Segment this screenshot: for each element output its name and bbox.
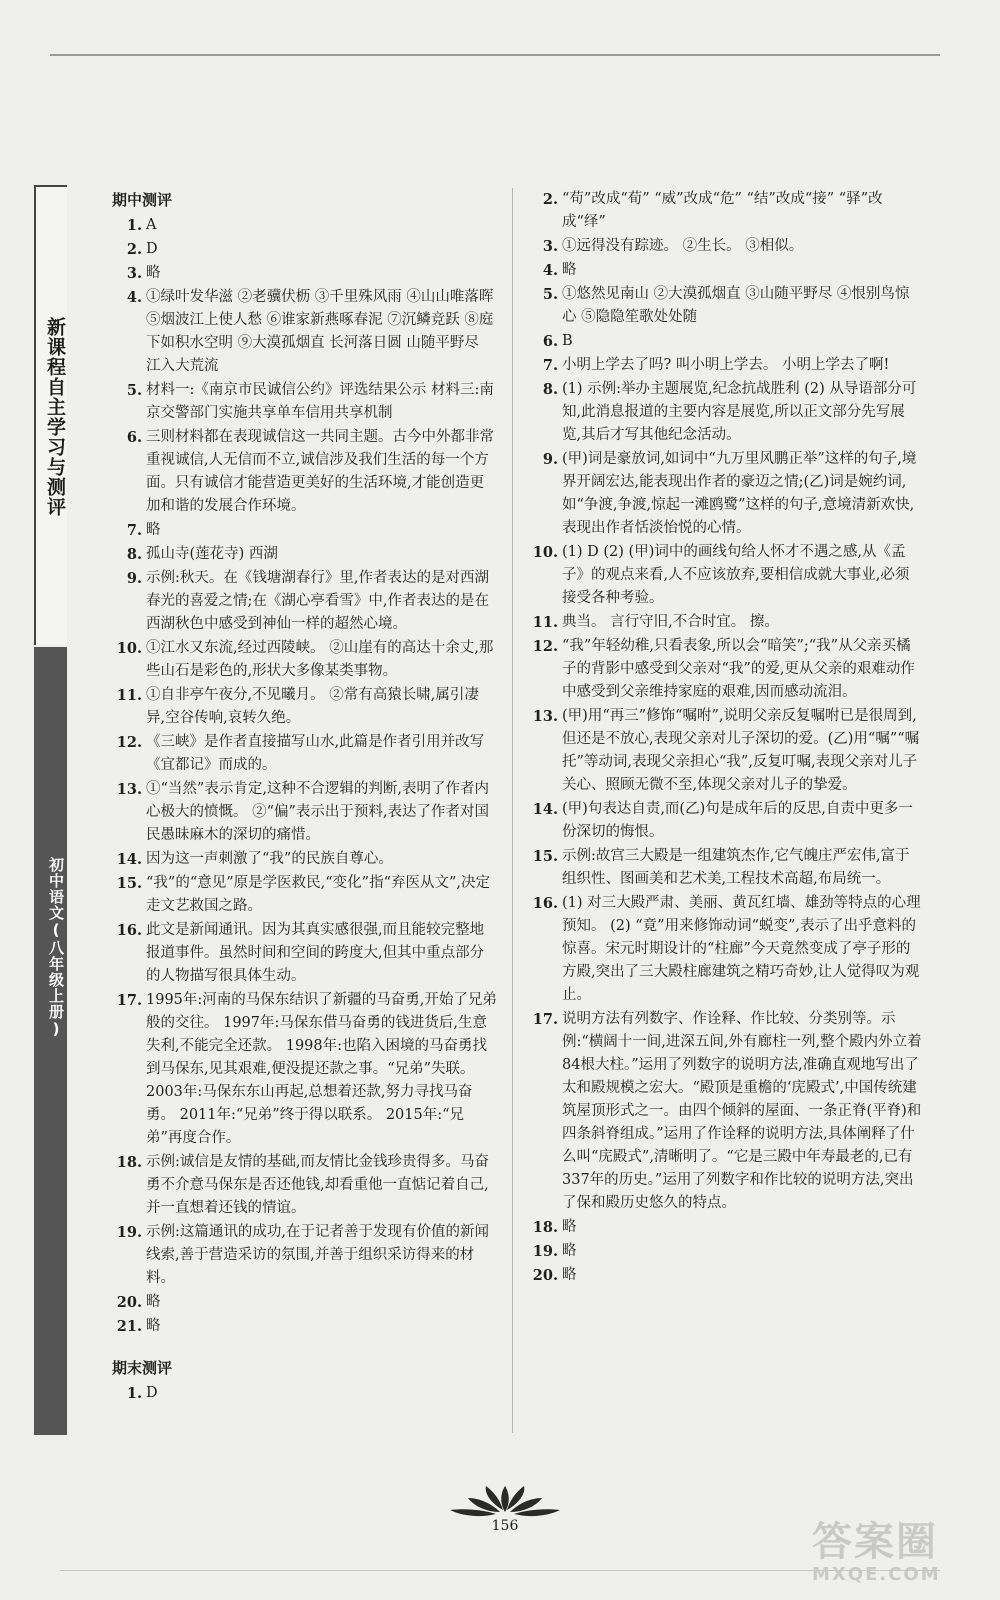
answer-text: ①“当然”表示肯定,这种不合逻辑的判断,表明了作者内心极大的愤慨。 ②“偏”表示出于预料,表达了作者对国民愚昧麻木的深切的痛惜。 (146, 781, 490, 843)
answer-number: 17 . (112, 989, 142, 1012)
answer-number: 20 . (112, 1291, 142, 1314)
answer-item (112, 567, 497, 636)
answer-number: 19 . (112, 1221, 142, 1244)
answer-text: 说明方法有列数字、作诠释、作比较、分类别等。示例:“横阔十一间,进深五间,外有廊柱一列,整个殿内外立着84根大柱。”运用了列数字的说明方法,准确直观地写出了太和殿规模之宏大。“殿顶是重檐的‘庑殿式’,中国传统建筑屋顶形式之一。由四个倾斜的屋面、一条正脊(平脊)和四条斜脊组成。”运用了作诠释的说明方法,具体阐释了什么叫“庑殿式”,清晰明了。“它是三殿中年寿最老的,已有337年的历史。”运用了列数字和作比较的说明方法,突出了保和殿历史悠久的特点。 (562, 1011, 922, 1211)
answer-text: 略 (562, 1219, 577, 1235)
answer-item (112, 262, 497, 285)
answer-text: 示例:诚信是友情的基础,而友情比金钱珍贵得多。马奋勇不介意马保东是否还他钱,却看重他一直惦记着自己,并一直想着还钱的情谊。 (146, 1154, 489, 1216)
answer-number: 6 . (528, 330, 558, 353)
answer-number: 1 . (112, 214, 142, 237)
watermark-logo-text: 答案圈 (812, 1519, 938, 1565)
answer-number: 21 . (112, 1315, 142, 1338)
answer-item (528, 541, 923, 610)
answer-item (112, 519, 497, 542)
answer-text: 此文是新闻通讯。因为其真实感很强,而且能较完整地报道事件。虽然时间和空间的跨度大,但其中重点部分的人物描写很具体生动。 (146, 922, 485, 984)
answer-number: 4 . (112, 286, 142, 309)
leaf-ornament-icon (440, 1480, 570, 1520)
answer-text: (1) 对三大殿严肃、美丽、黄瓦红墙、雄劲等特点的心理预知。 (2) “竟”用来修饰动词“蜕变”,表示了出乎意料的惊喜。宋元时期设计的“柱廊”今天竟然变成了亭子形的方殿,突出了三大殿柱廊建筑之精巧奇妙,让人觉得叹为观止。 (562, 895, 921, 1003)
answer-number: 4 . (528, 259, 558, 282)
answer-item (112, 286, 497, 378)
answer-text: ①绿叶发华滋 ②老骥伏枥 ③千里殊风雨 ④山山唯落晖 ⑤烟波江上使人愁 ⑥谁家新燕啄春泥 ⑦沉鳞竞跃 ⑧庭下如积水空明 ⑨大漠孤烟直 长河落日圆 山随平野尽 江入大荒流 (146, 289, 494, 374)
answer-item (112, 684, 497, 730)
answer-item (112, 214, 497, 237)
answer-number: 10 . (528, 541, 558, 564)
answer-item (112, 989, 497, 1150)
answer-item (528, 188, 923, 234)
answer-item (528, 1264, 923, 1287)
answer-item (112, 1315, 497, 1338)
answer-item (528, 1008, 923, 1215)
answer-text: 略 (146, 1294, 161, 1310)
answer-text: 材料一:《南京市民诚信公约》评选结果公示 材料三:南京交警部门实施共享单车信用共享机制 (146, 382, 494, 421)
answer-text: 示例:这篇通讯的成功,在于记者善于发现有价值的新闻线索,善于营造采访的氛围,并善于组织采访得来的材料。 (146, 1224, 489, 1286)
answer-number: 5 . (112, 379, 142, 402)
answer-item (112, 1291, 497, 1314)
answer-number: 1 . (112, 1382, 142, 1405)
answer-number: 18 . (112, 1151, 142, 1174)
answer-text: 略 (146, 1318, 161, 1334)
page-footer (440, 1480, 570, 1550)
section-title: 期末测评 (112, 1359, 173, 1377)
answer-item (528, 1216, 923, 1239)
answer-text: A (146, 217, 157, 233)
answer-text: B (562, 333, 573, 349)
answer-item (112, 731, 497, 777)
series-title: 新课程自主学习与测评 (44, 317, 66, 517)
answer-number: 12 . (112, 731, 142, 754)
answer-number: 9 . (528, 448, 558, 471)
sidebar-top-panel (34, 185, 67, 645)
answer-number: 17 . (528, 1008, 558, 1031)
answer-number: 5 . (528, 283, 558, 306)
answer-item (112, 919, 497, 988)
answer-text: 典当。 言行守旧,不合时宜。 擦。 (562, 614, 779, 630)
answer-item (528, 378, 923, 447)
answer-text: 因为这一声刺激了“我”的民族自尊心。 (146, 851, 393, 867)
answer-number: 2 . (528, 188, 558, 211)
answer-item (528, 845, 923, 891)
answer-number: 13 . (528, 705, 558, 728)
answer-item (528, 892, 923, 1007)
answer-text: ①自非亭午夜分,不见曦月。 ②常有高猿长啸,属引凄异,空谷传响,哀转久绝。 (146, 687, 479, 726)
answer-item (528, 259, 923, 282)
answer-item (528, 283, 923, 329)
bottom-rule (60, 1570, 940, 1571)
answer-item (528, 635, 923, 704)
answer-number: 15 . (528, 845, 558, 868)
answer-item (112, 778, 497, 847)
page-number: 156 (491, 1518, 519, 1534)
answer-text: ①江水又东流,经过西陵峡。 ②山崖有的高达十余丈,那些山石是彩色的,形状大多像某类事物。 (146, 640, 494, 679)
answer-item (112, 1382, 497, 1405)
answer-number: 3 . (528, 235, 558, 258)
answer-number: 2 . (112, 238, 142, 261)
left-column (112, 188, 497, 1406)
answer-number: 20 . (528, 1264, 558, 1287)
sidebar (34, 185, 67, 1435)
answer-number: 7 . (528, 354, 558, 377)
answer-item (112, 1151, 497, 1220)
answer-item (528, 330, 923, 353)
answer-number: 11 . (112, 684, 142, 707)
answer-item (528, 705, 923, 797)
answer-text: ①悠然见南山 ②大漠孤烟直 ③山随平野尽 ④恨别鸟惊心 ⑤隐隐笙歌处处随 (562, 286, 910, 325)
answer-item (528, 798, 923, 844)
answer-text: ①远得没有踪迹。 ②生长。 ③相似。 (562, 238, 804, 254)
answer-number: 16 . (528, 892, 558, 915)
answer-item (112, 637, 497, 683)
answer-text: 略 (562, 262, 577, 278)
answer-text: “苟”改成“荀” “威”改成“危” “结”改成“接” “驿”改成“绎” (562, 191, 883, 230)
answer-number: 14 . (112, 848, 142, 871)
answer-text: 略 (146, 522, 161, 538)
answer-text: (甲)词是豪放词,如词中“九万里风鹏正举”这样的句子,境界开阔宏达,能表现出作者的豪迈之情;(乙)词是婉约词,如“争渡,争渡,惊起一滩鸥鹭”这样的句子,意境清新欢快,表现出作者恬淡怡悦的心情。 (562, 451, 917, 536)
answer-text: 1995年:河南的马保东结识了新疆的马奋勇,开始了兄弟般的交往。 1997年:马保东借马奋勇的钱进货后,生意失利,不能完全还款。 1998年:也陷入困境的马奋勇找到马保东,见其艰难,便没提还款之事。“兄弟”失联。 2003年:马保东东山再起,总想着还款,努力寻找马奋勇。 2011年:“兄弟”终于得以联系。 2015年:“兄弟”再度合作。 (146, 992, 497, 1146)
answer-item (112, 1221, 497, 1290)
site-watermark (812, 1520, 972, 1592)
answer-number: 14 . (528, 798, 558, 821)
answer-text: 示例:故宫三大殿是一组建筑杰作,它气魄庄严宏伟,富于组织性、图画美和艺术美,工程技术高超,布局统一。 (562, 848, 910, 887)
answer-item (112, 379, 497, 425)
answer-text: (甲)句表达自责,而(乙)句是成年后的反思,自责中更多一份深切的悔恨。 (562, 801, 913, 840)
answer-item (112, 872, 497, 918)
answer-text: (甲)用“再三”修饰“嘱咐”,说明父亲反复嘱咐已是很周到,但还是不放心,表现父亲对儿子深切的爱。(乙)用“嘱”“嘱托”等动词,表现父亲担心“我”,反复叮嘱,表现父亲对儿子关心、照顾无微不至,体现父亲对儿子的挚爱。 (562, 708, 920, 793)
answer-number: 15 . (112, 872, 142, 895)
answer-number: 3 . (112, 262, 142, 285)
answer-text: D (146, 1385, 158, 1401)
right-column (528, 188, 923, 1288)
answer-item (528, 354, 923, 377)
answer-number: 8 . (112, 543, 142, 566)
answer-text: (1) 示例:举办主题展览,纪念抗战胜利 (2) 从导语部分可知,此消息报道的主要内容是展览,所以正文部分先写展览,其后才写其他纪念活动。 (562, 381, 917, 443)
answer-text: 小明上学去了吗? 叫小明上学去。 小明上学去了啊! (562, 357, 890, 373)
answer-number: 11 . (528, 611, 558, 634)
answer-number: 7 . (112, 519, 142, 542)
answer-item (112, 238, 497, 261)
answer-text: 略 (562, 1243, 577, 1259)
answer-text: 《三峡》是作者直接描写山水,此篇是作者引用并改写《宜都记》而成的。 (146, 734, 485, 773)
answer-number: 10 . (112, 637, 142, 660)
answer-number: 18 . (528, 1216, 558, 1239)
answer-item (528, 611, 923, 634)
top-rule (50, 54, 940, 56)
answer-text: (1) D (2) (甲)词中的画线句给人怀才不遇之感,从《孟子》的观点来看,人不应该放弃,要相信成就大事业,必须接受各种考验。 (562, 544, 910, 606)
answer-item (528, 448, 923, 540)
answer-number: 6 . (112, 426, 142, 449)
answer-item (528, 1240, 923, 1263)
section-title: 期中测评 (112, 191, 173, 209)
answer-number: 8 . (528, 378, 558, 401)
answer-text: 三则材料都在表现诚信这一共同主题。古今中外都非常重视诚信,人无信而不立,诚信涉及我们生活的每一个方面。只有诚信才能营造更美好的生活环境,才能创造更加和谐的发展合作环境。 (146, 429, 494, 514)
answer-text: 略 (562, 1267, 577, 1283)
watermark-url: MXQE.COM (812, 1564, 941, 1585)
answer-item (112, 426, 497, 518)
answer-item (112, 543, 497, 566)
answer-item (528, 235, 923, 258)
answer-number: 12 . (528, 635, 558, 658)
answer-number: 13 . (112, 778, 142, 801)
answer-text: 略 (146, 265, 161, 281)
sidebar-bottom-panel (34, 647, 67, 1435)
answer-number: 9 . (112, 567, 142, 590)
answer-text: 孤山寺(莲花寺) 西湖 (146, 546, 278, 562)
answer-item (112, 848, 497, 871)
column-divider (512, 188, 513, 1433)
answer-text: D (146, 241, 158, 257)
answer-text: “我”年轻幼稚,只看表象,所以会“暗笑”;“我”从父亲买橘子的背影中感受到父亲对“我”的爱,更从父亲的艰难动作中感受到父亲维持家庭的艰难,因而感动流泪。 (562, 638, 915, 700)
book-title: 初中语文(八年级上册) (47, 857, 65, 1039)
answer-text: 示例:秋天。在《钱塘湖春行》里,作者表达的是对西湖春光的喜爱之情;在《湖心亭看雪》中,作者表达的是在西湖秋色中感受到神仙一样的超然心境。 (146, 570, 489, 632)
answer-number: 16 . (112, 919, 142, 942)
answer-number: 19 . (528, 1240, 558, 1263)
answer-text: “我”的“意见”原是学医救民,“变化”指“弃医从文”,决定走文艺救国之路。 (146, 875, 491, 914)
